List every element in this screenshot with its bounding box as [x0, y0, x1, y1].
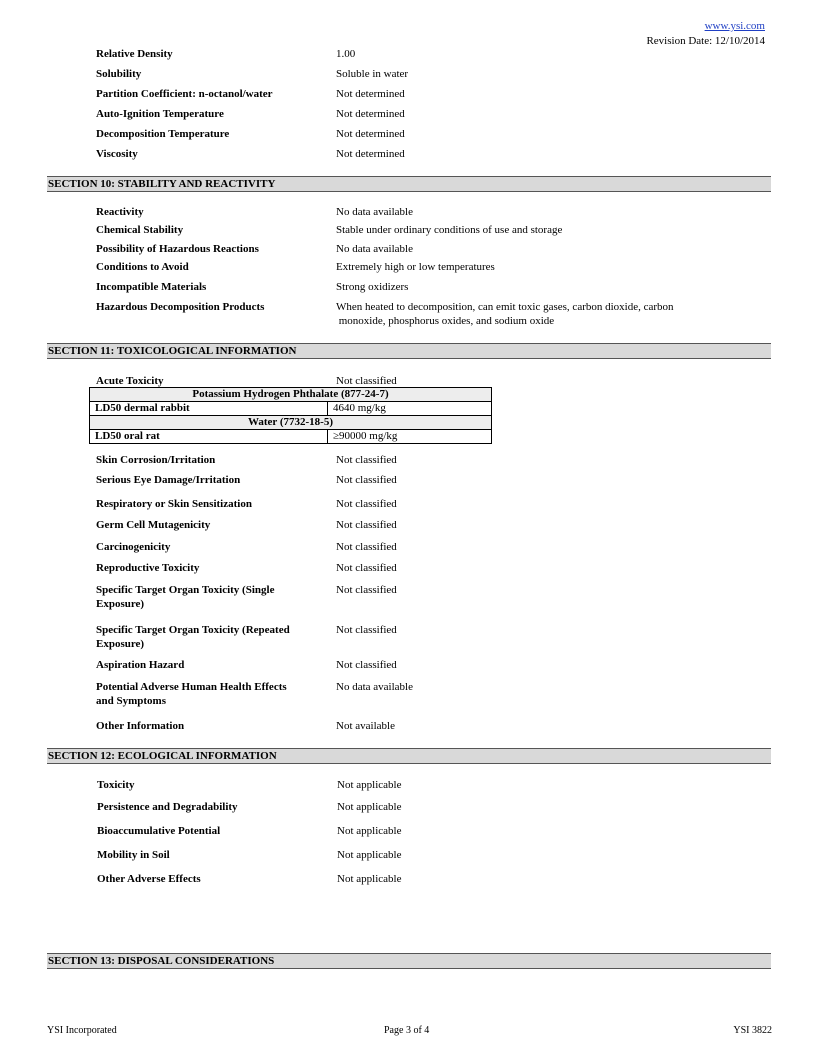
section-10-header [47, 176, 771, 192]
property-label: Chemical Stability [96, 224, 184, 236]
property-value: Not classified [336, 659, 397, 671]
property-label: Germ Cell Mutagenicity [96, 519, 211, 531]
property-value: Extremely high or low temperatures [336, 261, 495, 273]
footer-document-code: YSI 3822 [733, 1025, 772, 1036]
property-value: Soluble in water [336, 68, 409, 80]
property-value: Not applicable [337, 801, 402, 813]
table-cell: 4640 mg/kg [328, 402, 492, 416]
property-value: No data available [336, 206, 413, 218]
section-title: SECTION 11: TOXICOLOGICAL INFORMATION [48, 345, 297, 357]
property-label: Decomposition Temperature [96, 128, 230, 140]
property-label: Respiratory or Skin Sensitization [96, 498, 252, 510]
table-row [90, 388, 492, 402]
property-label: Aspiration Hazard [96, 659, 185, 671]
section-title: SECTION 10: STABILITY AND REACTIVITY [48, 178, 276, 190]
property-value: Not classified [336, 519, 397, 531]
property-label: Specific Target Organ Toxicity (Single [96, 584, 275, 596]
property-label: Serious Eye Damage/Irritation [96, 474, 241, 486]
property-value: No data available [336, 681, 413, 693]
footer-company: YSI Incorporated [47, 1025, 117, 1036]
property-label: Viscosity [96, 148, 138, 160]
table-cell: Potassium Hydrogen Phthalate (877-24-7) [90, 388, 492, 402]
property-value: When heated to decomposition, can emit toxic gases, carbon dioxide, carbon [336, 301, 674, 313]
footer-page-number: Page 3 of 4 [384, 1025, 430, 1036]
property-value: Not classified [336, 454, 397, 466]
property-value: Not applicable [337, 849, 402, 861]
property-value: Not classified [336, 562, 397, 574]
property-label: Auto-Ignition Temperature [96, 108, 224, 120]
website-link[interactable]: www.ysi.com [704, 20, 765, 32]
table-cell: LD50 dermal rabbit [90, 402, 328, 416]
property-value: Not classified [336, 498, 397, 510]
property-label: Mobility in Soil [97, 849, 170, 861]
section-13-header [47, 953, 771, 969]
property-value: Not classified [336, 584, 397, 596]
property-value: Not determined [336, 148, 405, 160]
property-label: Reactivity [96, 206, 144, 218]
property-value: 1.00 [336, 48, 356, 60]
property-value: Not classified [336, 474, 397, 486]
revision-date: Revision Date: 12/10/2014 [646, 35, 765, 47]
property-value: Not classified [336, 624, 397, 636]
property-label: Hazardous Decomposition Products [96, 301, 265, 313]
property-label: Specific Target Organ Toxicity (Repeated [96, 624, 290, 636]
section-12-header [47, 748, 771, 764]
property-label: Carcinogenicity [96, 541, 171, 553]
property-value: No data available [336, 243, 413, 255]
property-value: Not classified [336, 375, 397, 387]
property-value: Not determined [336, 128, 405, 140]
table-row [90, 402, 492, 416]
property-value: Stable under ordinary conditions of use and storage [336, 224, 563, 236]
property-label: Relative Density [96, 48, 173, 60]
property-label: Skin Corrosion/Irritation [96, 454, 216, 466]
property-value: Not applicable [337, 873, 402, 885]
property-label: Toxicity [97, 779, 135, 791]
property-label: Persistence and Degradability [97, 801, 238, 813]
table-row [90, 416, 492, 430]
acute-toxicity-table [89, 387, 492, 444]
property-label: Potential Adverse Human Health Effects [96, 681, 287, 693]
section-11-header [47, 343, 771, 359]
table-cell: ≥90000 mg/kg [328, 430, 492, 444]
property-value: Not classified [336, 541, 397, 553]
property-value: Not determined [336, 108, 405, 120]
property-label: Partition Coefficient: n-octanol/water [96, 88, 273, 100]
table-cell: Water (7732-18-5) [90, 416, 492, 430]
property-value: Not applicable [337, 779, 402, 791]
property-value: Not determined [336, 88, 405, 100]
property-label: Possibility of Hazardous Reactions [96, 243, 259, 255]
property-label: Acute Toxicity [96, 375, 164, 387]
property-label-cont: Exposure) [96, 598, 145, 610]
property-value: Strong oxidizers [336, 281, 409, 293]
property-label: Other Information [96, 720, 185, 732]
table-row [90, 430, 492, 444]
property-value: Not available [336, 720, 395, 732]
property-label: Incompatible Materials [96, 281, 207, 293]
property-label-cont: and Symptoms [96, 695, 166, 707]
property-label: Reproductive Toxicity [96, 562, 200, 574]
property-label-cont: Exposure) [96, 638, 145, 650]
property-label: Other Adverse Effects [97, 873, 201, 885]
property-label: Bioaccumulative Potential [97, 825, 221, 837]
property-value: Not applicable [337, 825, 402, 837]
table-cell: LD50 oral rat [90, 430, 328, 444]
section-title: SECTION 13: DISPOSAL CONSIDERATIONS [48, 955, 275, 967]
property-label: Conditions to Avoid [96, 261, 189, 273]
section-title: SECTION 12: ECOLOGICAL INFORMATION [48, 750, 277, 762]
property-label: Solubility [96, 68, 142, 80]
property-value-cont: monoxide, phosphorus oxides, and sodium oxide [336, 315, 555, 327]
